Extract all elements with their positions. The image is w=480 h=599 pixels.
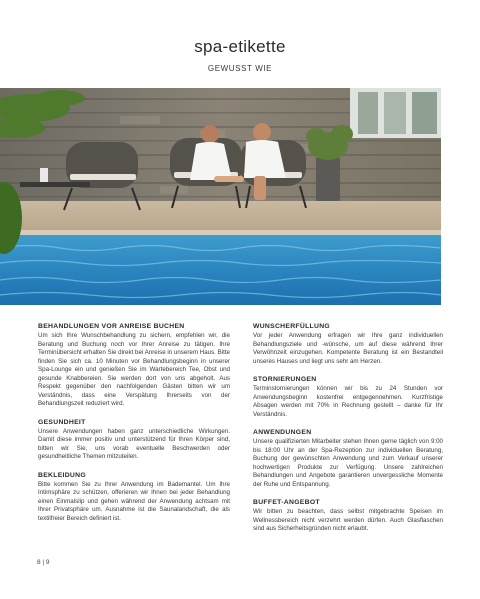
section-text: Bitte kommen Sie zu Ihrer Anwendung im Bademantel. Um Ihre Intimsphäre zu schützen, offerieren wir Ihnen bei jeder Behandlung einen Einmalslip und gehen während der Anwendung achtsam mit Ihrer Privatsphäre um. Ausnahme ist die Saunalandschaft, die als textilfreier Bereich definiert ist. [38,480,230,522]
section-heading: GESUNDHEIT [38,418,86,426]
page-title: spa-etikette [194,37,286,56]
section-heading: WUNSCHERFÜLLUNG [253,323,330,330]
page-numbers: 8 | 9 [37,559,50,566]
section-gesundheit [38,418,230,462]
section-text: Wir bitten zu beachten, dass selbst mitgebrachte Speisen im Wellnessbereich nicht verzehrt werden dürfen. Auch Glasflaschen sind aus Sicherheitsgründen nicht erlaubt. [253,508,443,532]
right-column [253,322,443,543]
section-heading: BUFFET-ANGEBOT [253,499,320,506]
section-heading: BEHANDLUNGEN VOR ANREISE BUCHEN [38,323,185,330]
section-stornierungen [253,375,443,419]
left-column [38,322,230,532]
spa-pool-photo [0,88,441,305]
section-text: Unsere Anwendungen haben ganz unterschiedliche Wirkungen. Damit diese immer positiv und unterstützend für Ihren Körper sind, bitten wir Sie, uns vorab eventuelle Beschwerden oder gesundheitliche Themen mitzuteilen. [38,427,230,460]
section-text: Unsere qualifizierten Mitarbeiter stehen Ihnen gerne täglich von 9:00 bis 18:00 Uhr an der Spa-Rezeption zur individuellen Beratung, Buchung der gewünschten Anwendung und zum Verkauf unserer hochwertigen Produkte zur Verfügung. Unsere zahlreichen Behandlungen und Angebote garantieren unvergessliche Momente der Ruhe und Entspannung. [253,438,443,488]
section-heading: STORNIERUNGEN [253,376,317,383]
page-subtitle: GEWUSST WIE [207,64,273,73]
section-text: Um sich Ihre Wunschbehandlung zu sichern, empfehlen wir, die Beratung und Buchung noch vor Ihrer Anreise zu tätigen. Ihre Terminübersicht erhalten Sie direkt bei Anreise in unserem Haus. Bitte finden Sie sich ca. 10 Minuten vor Behandlungsbeginn in unserer Spa-Lounge ein und genießen Sie im Wartebereich Tee, Obst und gesunde Knabbereien. Sie werden dort von uns abgeholt. Aus Respekt gegenüber den nachfolgenden Gästen bitten wir um Verständnis, dass eine Verspätung Ihrerseits von der Behandlungszeit reduziert wird. [38,332,230,407]
section-text: Terminstornierungen können wir bis zu 24 Stunden vor Anwendungsbeginn kostenfrei entgegennehmen. Kurzfristige Absagen werden mit 70% in Rechnung gestellt – danke für Ihr Verständnis. [253,385,443,418]
section-bekleidung [38,471,230,524]
section-wunscherfuellung [253,322,443,366]
section-heading: BEKLEIDUNG [38,471,86,479]
section-heading: ANWENDUNGEN [253,429,312,436]
section-buffet-angebot [253,498,443,534]
section-behandlungen [38,322,230,409]
section-anwendungen [253,428,443,489]
section-text: Vor jeder Anwendung erfragen wir Ihre ganz individuellen Behandlungsziele und -wünsche, um auf diese während Ihrer Verwöhnzeit einzugehen. Kompetente Beratung ist ein Bestandteil unseres Hauses und liegt uns sehr am Herzen. [253,332,443,365]
